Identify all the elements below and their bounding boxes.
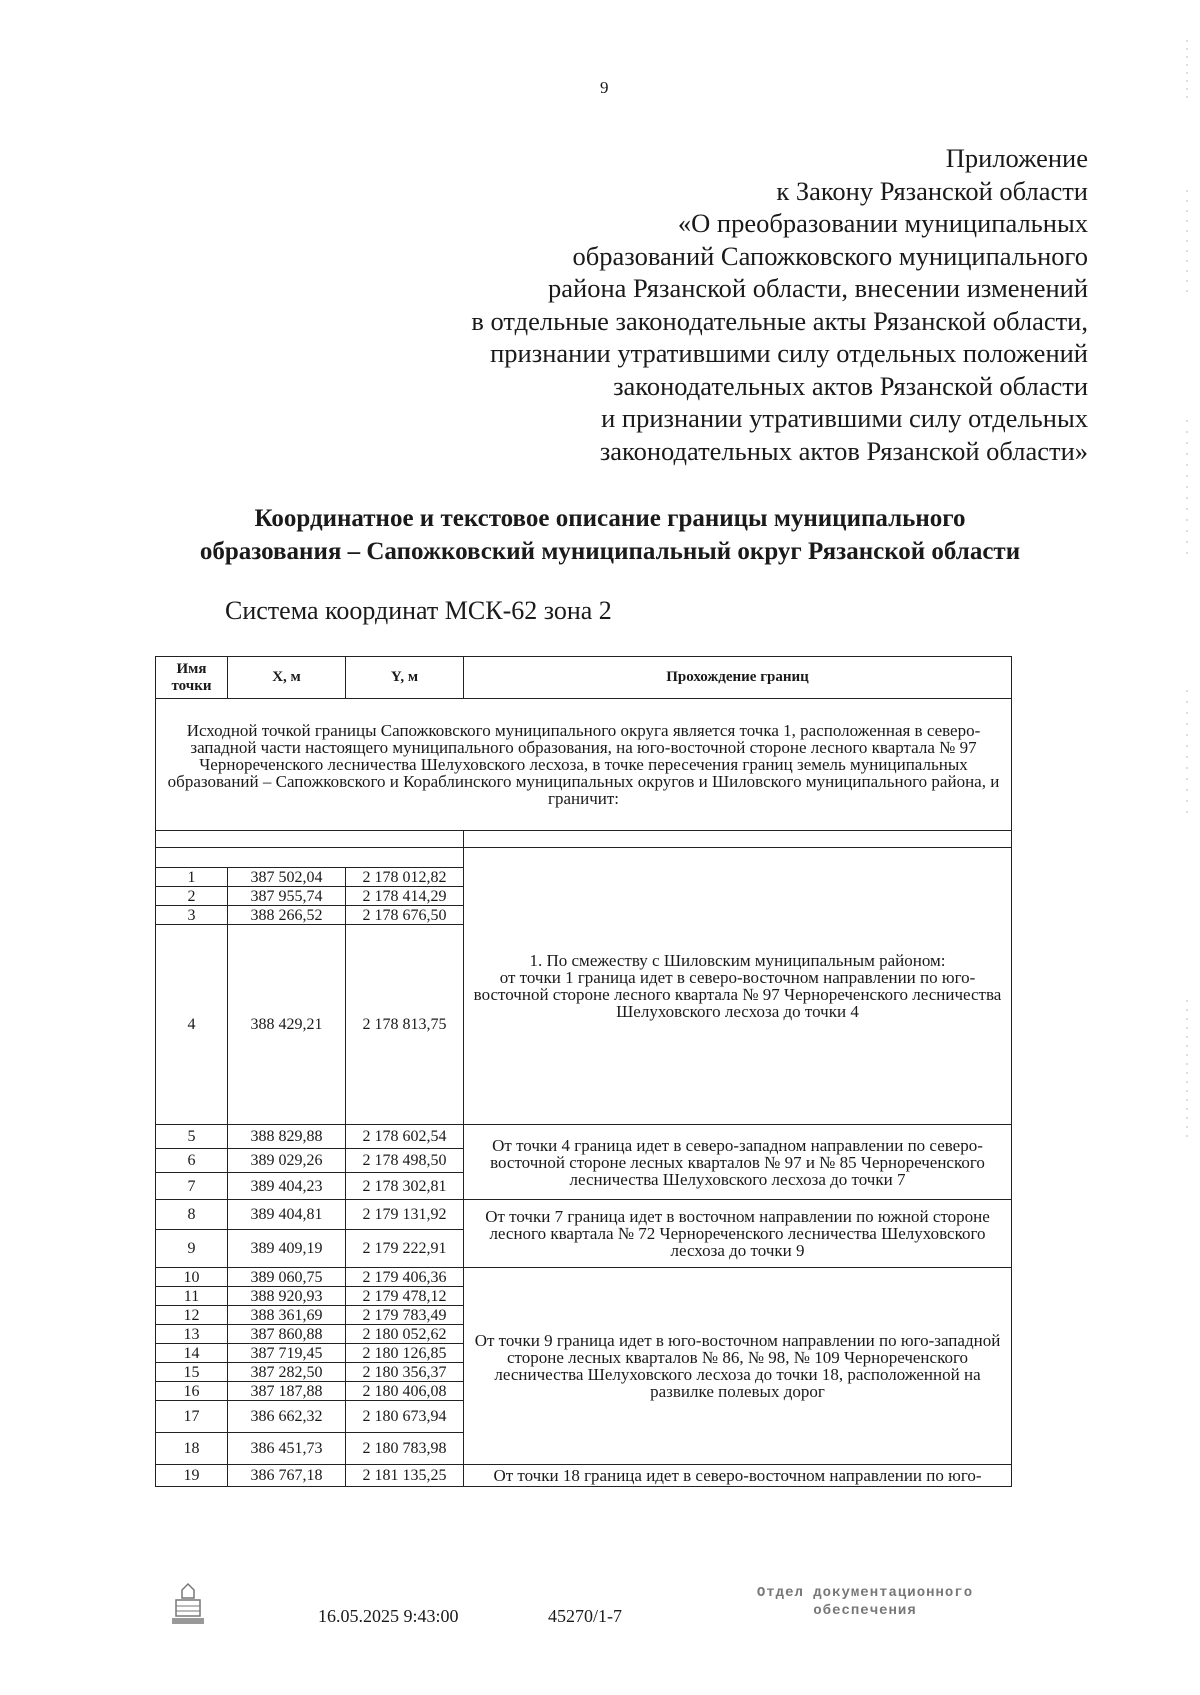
title-line: образования – Сапожковский муниципальный округ Рязанской области	[199, 538, 1021, 565]
table-row: 16 387 187,88 2 180 406,08	[156, 1382, 1012, 1401]
table-row: 3 388 266,52 2 178 676,50	[156, 906, 1012, 925]
appendix-heading	[388, 142, 1088, 467]
table-row: 13 387 860,88 2 180 052,62	[156, 1325, 1012, 1344]
coordinates-table	[155, 656, 1012, 1487]
appendix-line: к Закону Рязанской области	[776, 175, 1088, 206]
page-number: 9	[600, 78, 609, 97]
stamp-line: Отдел документационного	[756, 1585, 974, 1601]
appendix-line: и признании утратившими силу отдельных	[601, 403, 1088, 433]
table-row: 6 389 029,26 2 178 498,50	[156, 1149, 1012, 1173]
appendix-line: признании утратившими силу отдельных положений	[490, 338, 1088, 368]
spacer-cell	[156, 848, 464, 868]
coordinate-system-label: Система координат МСК-62 зона 2	[225, 596, 612, 625]
boundary-segment-2: От точки 4 граница идет в северо-западном направлении по северо-восточной стороне лесных кварталов № 97 и № 85 Чернореченского лесничества Шелуховского лесхоза до точки 7	[464, 1125, 1012, 1200]
appendix-line: законодательных актов Рязанской области»	[599, 435, 1088, 466]
table-row: 14 387 719,45 2 180 126,85	[156, 1344, 1012, 1363]
header-point-name: Имя точки	[156, 657, 228, 699]
footer-datetime: 16.05.2025 9:43:00	[318, 1606, 459, 1626]
table-row: 19 386 767,18 2 181 135,25 От точки 18 граница идет в северо-восточном направлении по юго-	[156, 1465, 1012, 1487]
boundary-segment-4: От точки 9 граница идет в юго-восточном направлении по юго-западной стороне лесных кварталов № 86, № 98, № 109 Чернореченского лесничества Шелуховского лесхоза до точки 18, расположенной на развилке полевых дорог	[464, 1268, 1012, 1465]
boundary-segment-3: От точки 7 граница идет в восточном направлении по южной стороне лесного квартала № 72 Чернореченского лесничества Шелуховского лесхоза до точки 9	[464, 1200, 1012, 1268]
table-row: 1 387 502,04 2 178 012,82	[156, 868, 1012, 887]
table-row: 12 388 361,69 2 179 783,49	[156, 1306, 1012, 1325]
segment-heading: 1. По смежеству с Шиловским муниципальным районом:	[529, 951, 946, 970]
table-row: 15 387 282,50 2 180 356,37	[156, 1363, 1012, 1382]
footer-document-number: 45270/1-7	[548, 1606, 622, 1626]
table-row: 2 387 955,74 2 178 414,29	[156, 887, 1012, 906]
header-y: Y, м	[346, 657, 464, 699]
segment-text: от точки 1 граница идет в северо-восточном направлении по юго-восточной стороне лесного квартала № 97 Чернореченского лесничества Шелуховского лесхоза до точки 4	[473, 968, 1002, 1021]
header-x: X, м	[228, 657, 346, 699]
appendix-line: в отдельные законодательные акты Рязанской области,	[471, 305, 1088, 336]
spacer-cell	[156, 831, 464, 848]
boundary-segment-1	[464, 848, 1012, 1125]
emblem-icon	[168, 1580, 208, 1628]
table-row: 5 388 829,88 2 178 602,54 От точки 4 граница идет в северо-западном направлении по северо-восточной стороне лесных кварталов № 97 и № 85 Чернореченского лесничества Шелуховского лесхоза до точки 7	[156, 1125, 1012, 1149]
document-title	[140, 502, 1080, 568]
title-line: Координатное и текстовое описание границы муниципального	[254, 505, 966, 532]
appendix-line: «О преобразовании муниципальных	[677, 208, 1088, 238]
table-row: 11 388 920,93 2 179 478,12	[156, 1287, 1012, 1306]
scan-margin-marks	[1182, 40, 1192, 1140]
table-row: 10 389 060,75 2 179 406,36 От точки 9 граница идет в юго-восточном направлении по юго-западной стороне лесных кварталов № 86, № 98, № 109 Чернореченского лесничества Шелуховского лесхоза до точки 18, расположенной на развилке полевых дорог	[156, 1268, 1012, 1287]
spacer-cell	[464, 831, 1012, 848]
intro-cell: Исходной точкой границы Сапожковского муниципального округа является точка 1, расположенная в северо-западной части настоящего муниципального образования, на юго-восточной стороне лесного квартала № 97 Чернореченского лесничества Шелуховского лесхоза, в точке пересечения границ земель муниципальных образований – Сапожковского и Кораблинского муниципальных округов и Шиловского муниципального района, и граничит:	[156, 699, 1012, 831]
appendix-line: образований Сапожковского муниципального	[572, 240, 1088, 271]
appendix-line: законодательных актов Рязанской области	[613, 370, 1088, 401]
table-row: 7 389 404,23 2 178 302,81	[156, 1173, 1012, 1200]
table-row: 9 389 409,19 2 179 222,91	[156, 1230, 1012, 1268]
table-row: 4 388 429,21 2 178 813,75	[156, 925, 1012, 1125]
header-description: Прохождение границ	[464, 657, 1012, 699]
appendix-line: Приложение	[945, 143, 1088, 173]
table-row: 18 386 451,73 2 180 783,98	[156, 1433, 1012, 1465]
table-row: 8 389 404,81 2 179 131,92 От точки 7 граница идет в восточном направлении по южной стороне лесного квартала № 72 Чернореченского лесничества Шелуховского лесхоза до точки 9	[156, 1200, 1012, 1230]
boundary-segment-5: От точки 18 граница идет в северо-восточном направлении по юго-	[464, 1465, 1012, 1487]
stamp-line: обеспечения	[813, 1603, 917, 1619]
department-stamp	[715, 1584, 1015, 1620]
table-row: 17 386 662,32 2 180 673,94	[156, 1401, 1012, 1433]
appendix-line: района Рязанской области, внесении изменений	[548, 273, 1088, 303]
